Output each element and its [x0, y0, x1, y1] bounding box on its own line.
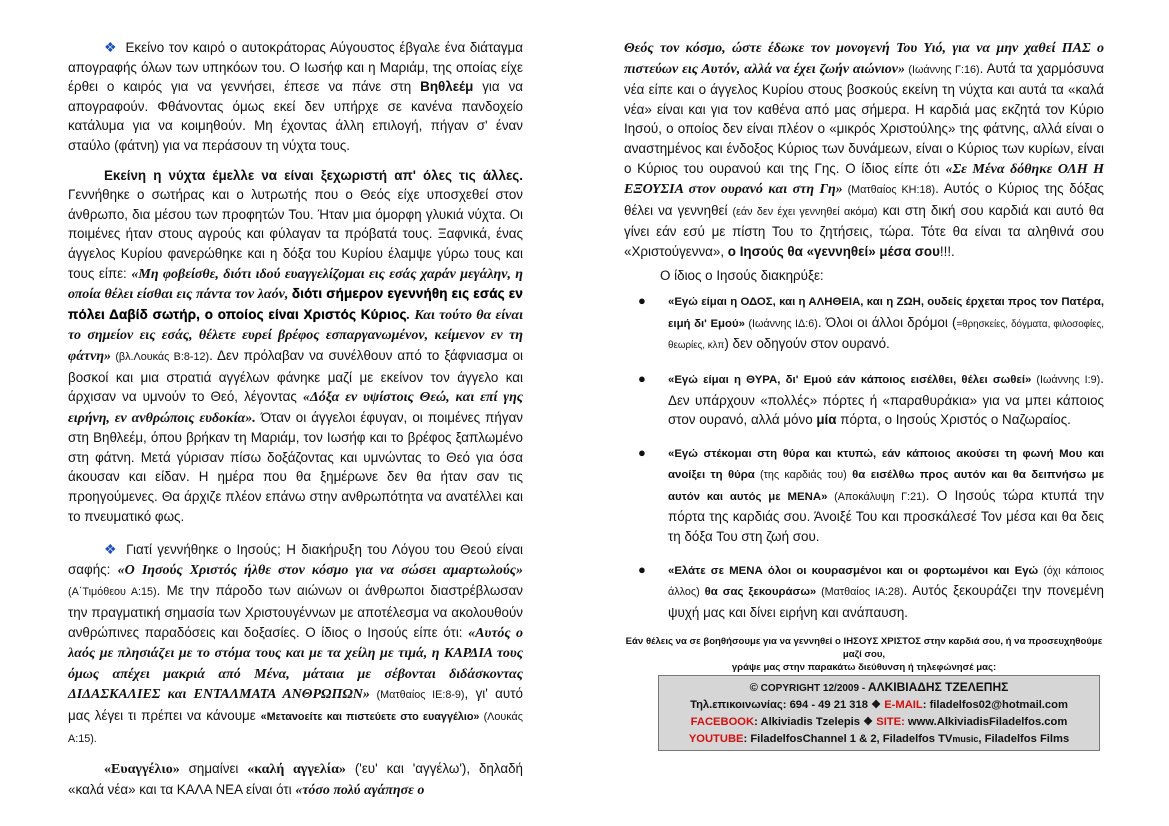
facebook-site-line: FACEBOOK: Alkiviadis Tzelepis ❖ SITE: www.AlkiviadisFiladelfos.com [690, 716, 1068, 728]
diamond-bullet-icon: ❖ [104, 541, 119, 558]
phone-email-line: Τηλ.επικοινωνίας: 694 - 49 21 318 ❖ E-MAIL: filadelfos02@hotmail.com [690, 699, 1068, 711]
contact-notice: Εάν θέλεις να σε βοηθήσουμε για να γεννηθεί ο ΙΗΣΟΥΣ ΧΡΙΣΤΟΣ στην καρδιά σου, ή να προσευχηθούμε μαζί σου, γράψε μας στην παρακάτω διεύθυνση ή τηλεφώνησέ μας: [625, 636, 1103, 674]
bullet-dot-icon: ● [638, 444, 646, 460]
bullet-dot-icon: ● [638, 370, 646, 386]
diamond-separator-icon: ❖ [863, 716, 877, 728]
diamond-bullet-icon: ❖ [104, 39, 118, 55]
paragraph-census: ❖ Εκείνο τον καιρό ο αυτοκράτορας Αύγουστος έβγαλε ένα διάταγμα απογραφής όλων των υπηκόων του. Ο Ιωσήφ και η Μαριάμ, της οποίας είχε έρθει ο καιρός για να γεννήσει, έπεσε να πάνε στη Βηθλεέμ για να απογραφούν. Φθάνοντας όμως εκεί δεν υπήρχε σε κανένα πανδοχείο κατάλυμα για να κοιμηθούν. Μη έχοντας άλλη επιλογή, πήγαν σ' έναν σταύλο (φάτνη) για να περάσουν τη νύχτα τους. [68, 39, 524, 153]
diamond-separator-icon: ❖ [871, 699, 885, 711]
bullet-dot-icon: ● [638, 561, 646, 577]
paragraph-why-born: ❖ Γιατί γεννήθηκε ο Ιησούς; Η διακήρυξη του Λόγου του Θεού είναι σαφής: «Ο Ιησούς Χριστός ήλθε στον κόσμο για να σώσει αμαρτωλούς» (Α΄Τιμόθεου Α:15). Με την πάροδο των αιώνων οι άνθρωποι διαστρέβλωσαν την πραγματική σημασία των Χριστουγέννων με αποτέλεσμα να ακολουθούν ανθρώπινες παραδόσεις και δοξασίες. Ο ίδιος ο Ιησούς είπε ότι: «Αυτός ο λαός με πλησιάζει με το στόμα τους και με τα χείλη με τιμά, η ΚΑΡΔΙΑ τους όμως απέχει μακριά από Μένα, μάταια με σέβονται διδάσκοντας ΔΙΔΑΣΚΑΛΙΕΣ και ΕΝΤΑΛΜΑΤΑ ΑΝΘΡΩΠΩΝ» (Ματθαίος ΙΕ:8-9), γι' αυτό μας λέγει τι πρέπει να κάνουμε «Μετανοείτε και πιστεύετε στο ευαγγέλιο» (Λουκάς Α:15). [68, 541, 524, 745]
list-item: ● «Εγώ είμαι η ΟΔΟΣ, και η ΑΛΗΘΕΙΑ, και η ΖΩΗ, ουδείς έρχεται προς τον Πατέρα, ειμή δι' Εμού» (Ιωάννης ΙΔ:6). Όλοι οι άλλοι δρόμοι (=θρησκείες, δόγματα, φιλοσοφίες, θεωρίες, κλπ) δεν οδηγούν στον ουρανό. [638, 293, 1104, 352]
youtube-line: YOUTUBE: FiladelfosChannel 1 & 2, Filadelfos TVmusic, Filadelfos Films [688, 733, 1070, 745]
right-column [624, 38, 1104, 674]
copyright-box [658, 675, 1100, 751]
list-item: ● «Ελάτε σε ΜΕΝΑ όλοι οι κουρασμένοι και οι φορτωμένοι και Εγώ (όχι κάποιος άλλος) θα σας ξεκουράσω» (Ματθαίος ΙΑ:28). Αυτός ξεκουράζει την πονεμένη ψυχή μας και δίνει ειρήνη και ανάπαυση. [638, 561, 1104, 620]
list-item: ● «Εγώ στέκομαι στη θύρα και κτυπώ, εάν κάποιος ακούσει τη φωνή Μου και ανοίξει τη θύρα (της καρδιάς του) θα εισέλθω προς αυτόν και θα δειπνήσω με αυτόν και αυτός με ΜΕΝΑ» (Αποκάλυψη Γ:21). Ο Ιησούς τώρα κτυπά την πόρτα της καρδιάς σου. Άνοιξέ Του και προσκάλεσέ Τον μέσα και θα δεις τη δόξα Του στη ζωή σου. [638, 444, 1105, 545]
copyright-icon: © [749, 682, 758, 694]
left-column [68, 38, 523, 800]
paragraph-night: Εκείνη η νύχτα έμελλε να είναι ξεχωριστή απ' όλες τις άλλες. Γεννήθηκε ο σωτήρας και ο λυτρωτής που ο Θεός είχε υποσχεθεί στον άνθρωπο, δια μέσου των προφητών Του. Ήταν μια όμορφη γλυκιά νύχτα. Οι ποιμένες ήταν στους αγρούς και φύλαγαν τα πρόβατά τους. Ξαφνικά, ένας άγγελος Κυρίου φανερώθηκε και η δόξα του Κυρίου έλαμψε γύρω τους και τους είπε: «Μη φοβείσθε, διότι ιδού ευαγγελίζομαι εις εσάς χαράν μεγάλην, η οποία θέλει είσθαι εις πάντα τον λαόν, διότι σήμερον εγεννήθη εις εσάς εν πόλει Δαβίδ σωτήρ, ο οποίος είναι Χριστός Κύριος. Και τούτο θα είναι το σημείον εις εσάς, θέλετε ευρεί βρέφος εσπαργανωμένον, κείμενον εν τη φάτνη» (βλ.Λουκάς Β:8-12). Δεν πρόλαβαν να συνέλθουν από το ξάφνιασμα οι βοσκοί και μια στρατιά αγγέλων φάνηκε μαζί με εκείνον τον άγγελο και άρχισαν να υμνούν το Θεό, λέγοντας «Δόξα εν υψίστοις Θεώ, και επί γης ειρήνη, εν ανθρώποις ευδοκία». Όταν οι άγγελοι έφυγαν, οι ποιμένες πήγαν στη Βηθλεέμ, όπου βρήκαν τη Μαριάμ, τον Ιωσήφ και το βρέφος ξαπλωμένο στη φάτνη. Μετά γύρισαν πίσω δοξάζοντας και υμνώντας το Θεό για όσα άκουσαν και είδαν. Η ημέρα που θα ξημέρωνε δεν θα ήταν σαν τις προηγούμενες. Θα άρχιζε πλέον επάνω στην ανθρωπότητα να ανατέλλει και το πνευματικό φως. [68, 167, 524, 524]
paragraph-declared: Ο ίδιος ο Ιησούς διακηρύξε: [660, 267, 824, 283]
paragraph-gospel-cont: Θεός τον κόσμο, ώστε έδωκε τον μονογενή Του Υιό, για να μην χαθεί ΠΑΣ ο πιστεύων εις Αυτόν, αλλά να έχει ζωήν αιώνιον» (Ιωάννης Γ:16). Αυτά τα χαρμόσυνα νέα είπε και ο άγγελος Κυρίου στους βοσκούς εκείνη τη νύχτα και αυτά τα «καλά νέα» είναι και για τον καθένα από μας σήμερα. Η καρδιά μας εκζητά τον Κύριο Ιησού, ο οποίος δεν είναι πλέον ο «μικρός Χριστούλης» της φάτνης, αλλά είναι ο αναστημένος και ένδοξος Κύριος των δυνάμεων, είναι ο Κύριος των κυρίων, είναι ο Κύριος του ουρανού και της Γης. Ο ίδιος είπε ότι «Σε Μένα δόθηκε ΟΛΗ Η ΕΞΟΥΣΙΑ στον ουρανό και στη Γη» (Ματθαίος ΚΗ:18). Αυτός ο Κύριος της δόξας θέλει να γεννηθεί (εάν δεν έχει γεννηθεί ακόμα) και στη δική σου καρδιά και αυτό θα γίνει εάν εσύ με πίστη Του το ζητήσεις, τώρα. Τότε θα είναι τα αληθινά σου «Χριστούγεννα», ο Ιησούς θα «γεννηθεί» μέσα σου!!!. [624, 41, 1105, 259]
website-link[interactable]: www.AlkiviadisFiladelfos.com [904, 716, 1068, 728]
paragraph-gospel: «Ευαγγέλιο» σημαίνει «καλή αγγελία» ('ευ' και 'αγγέλω'), δηλαδή «καλά νέα» και τα ΚΑΛΑ ΝΕΑ είναι ότι «τόσο πολύ αγάπησε ο [68, 761, 523, 798]
declarations-list [624, 291, 1104, 622]
email-link[interactable]: : filadelfos02@hotmail.com [922, 699, 1068, 711]
list-item: ● «Εγώ είμαι η ΘΥΡΑ, δι' Εμού εάν κάποιος εισέλθει, θέλει σωθεί» (Ιωάννης Ι:9). Δεν υπάρχουν «πολλές» πόρτες ή «παραθυράκια» για να μπει κάποιος στον ουρανό, αλλά μόνο μία πόρτα, ο Ιησούς Χριστός ο Ναζωραίος. [638, 370, 1105, 428]
bullet-dot-icon: ● [638, 293, 646, 309]
copyright-line: © COPYRIGHT 12/2009 - ΑΛΚΙΒΙΑΔΗΣ ΤΖΕΛΕΠΗΣ [749, 680, 1009, 694]
